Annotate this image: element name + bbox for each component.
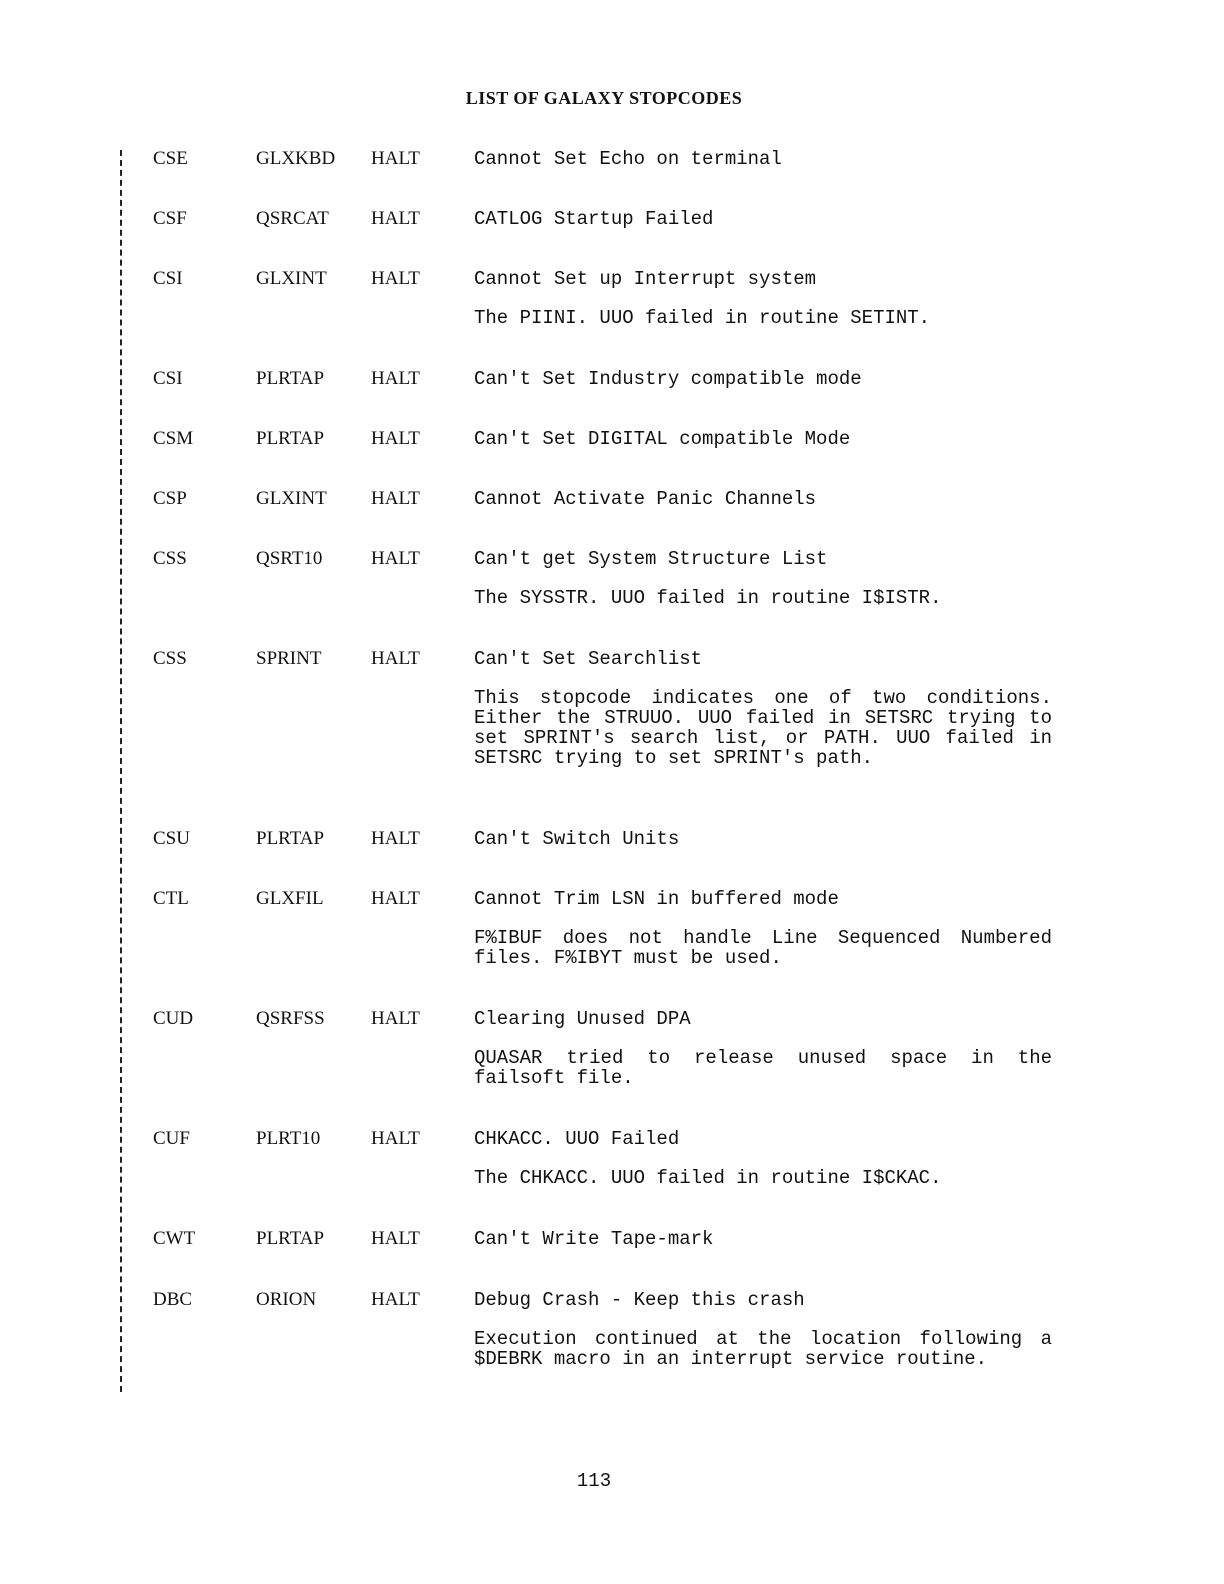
stopcode-module: PLRTAP — [256, 828, 325, 849]
stopcode-action: HALT — [371, 1008, 420, 1029]
stopcode-action: HALT — [371, 1289, 420, 1310]
stopcode-action: HALT — [371, 148, 420, 169]
stopcode-code: CSF — [153, 208, 187, 229]
stopcode-explanation: This stopcode indicates one of two conditions. Either the STRUUO. UUO failed in SETSRC trying to set SPRINT's search list, or PATH. UUO failed in SETSRC trying to set SPRINT's path. — [474, 687, 1052, 769]
stopcode-action: HALT — [371, 428, 420, 449]
stopcode-message: Can't Switch Units — [474, 828, 680, 850]
stopcode-message: Cannot Set Echo on terminal — [474, 148, 782, 170]
stopcode-module: GLXINT — [256, 268, 327, 289]
stopcode-module: GLXKBD — [256, 148, 336, 169]
stopcode-action: HALT — [371, 828, 420, 849]
stopcode-message: CHKACC. UUO Failed — [474, 1128, 680, 1150]
stopcode-code: DBC — [153, 1289, 193, 1310]
stopcode-action: HALT — [371, 648, 420, 669]
stopcode-message: Cannot Trim LSN in buffered mode — [474, 888, 839, 910]
stopcode-module: QSRFSS — [256, 1008, 325, 1029]
stopcode-message: Can't get System Structure List — [474, 548, 828, 570]
stopcode-explanation: F%IBUF does not handle Line Sequenced Numbered files. F%IBYT must be used. — [474, 927, 1052, 969]
stopcode-action: HALT — [371, 208, 420, 229]
stopcode-action: HALT — [371, 488, 420, 509]
stopcode-message: CATLOG Startup Failed — [474, 208, 714, 230]
stopcode-explanation: QUASAR tried to release unused space in the failsoft file. — [474, 1047, 1052, 1089]
stopcode-code: CWT — [153, 1228, 196, 1249]
stopcode-code: CSM — [153, 428, 194, 449]
stopcode-module: ORION — [256, 1289, 317, 1310]
stopcode-module: GLXINT — [256, 488, 327, 509]
revision-change-bar — [120, 150, 122, 1392]
stopcode-message: Clearing Unused DPA — [474, 1008, 691, 1030]
page-title: LIST OF GALAXY STOPCODES — [465, 88, 743, 108]
stopcode-message: Can't Set Searchlist — [474, 648, 703, 670]
stopcode-module: QSRCAT — [256, 208, 329, 229]
stopcode-action: HALT — [371, 888, 420, 909]
stopcode-action: HALT — [371, 368, 420, 389]
stopcode-action: HALT — [371, 548, 420, 569]
stopcode-module: PLRTAP — [256, 1228, 325, 1249]
stopcode-action: HALT — [371, 1128, 420, 1149]
stopcode-message: Can't Write Tape-mark — [474, 1228, 714, 1250]
stopcode-module: PLRTAP — [256, 428, 325, 449]
stopcode-module: PLRTAP — [256, 368, 325, 389]
stopcode-module: GLXFIL — [256, 888, 324, 909]
stopcode-code: CSP — [153, 488, 187, 509]
stopcode-explanation: The PIINI. UUO failed in routine SETINT. — [474, 307, 931, 329]
stopcode-action: HALT — [371, 1228, 420, 1249]
stopcode-action: HALT — [371, 268, 420, 289]
stopcode-code: CUD — [153, 1008, 194, 1029]
stopcode-code: CSS — [153, 648, 187, 669]
stopcode-message: Debug Crash - Keep this crash — [474, 1289, 805, 1311]
stopcode-message: Cannot Activate Panic Channels — [474, 488, 817, 510]
stopcode-code: CSU — [153, 828, 190, 849]
stopcode-message: Cannot Set up Interrupt system — [474, 268, 817, 290]
stopcode-message: Can't Set DIGITAL compatible Mode — [474, 428, 851, 450]
stopcode-code: CUF — [153, 1128, 190, 1149]
stopcode-code: CSE — [153, 148, 188, 169]
stopcode-message: Can't Set Industry compatible mode — [474, 368, 862, 390]
stopcode-code: CSI — [153, 368, 183, 389]
stopcode-module: QSRT10 — [256, 548, 323, 569]
stopcode-explanation: Execution continued at the location following a $DEBRK macro in an interrupt service routine. — [474, 1328, 1052, 1370]
stopcode-explanation: The SYSSTR. UUO failed in routine I$ISTR. — [474, 587, 942, 609]
stopcode-module: PLRT10 — [256, 1128, 321, 1149]
stopcode-module: SPRINT — [256, 648, 322, 669]
stopcode-code: CSI — [153, 268, 183, 289]
page-number: 113 — [576, 1470, 612, 1492]
stopcode-explanation: The CHKACC. UUO failed in routine I$CKAC. — [474, 1167, 942, 1189]
stopcode-code: CSS — [153, 548, 187, 569]
stopcode-code: CTL — [153, 888, 189, 909]
